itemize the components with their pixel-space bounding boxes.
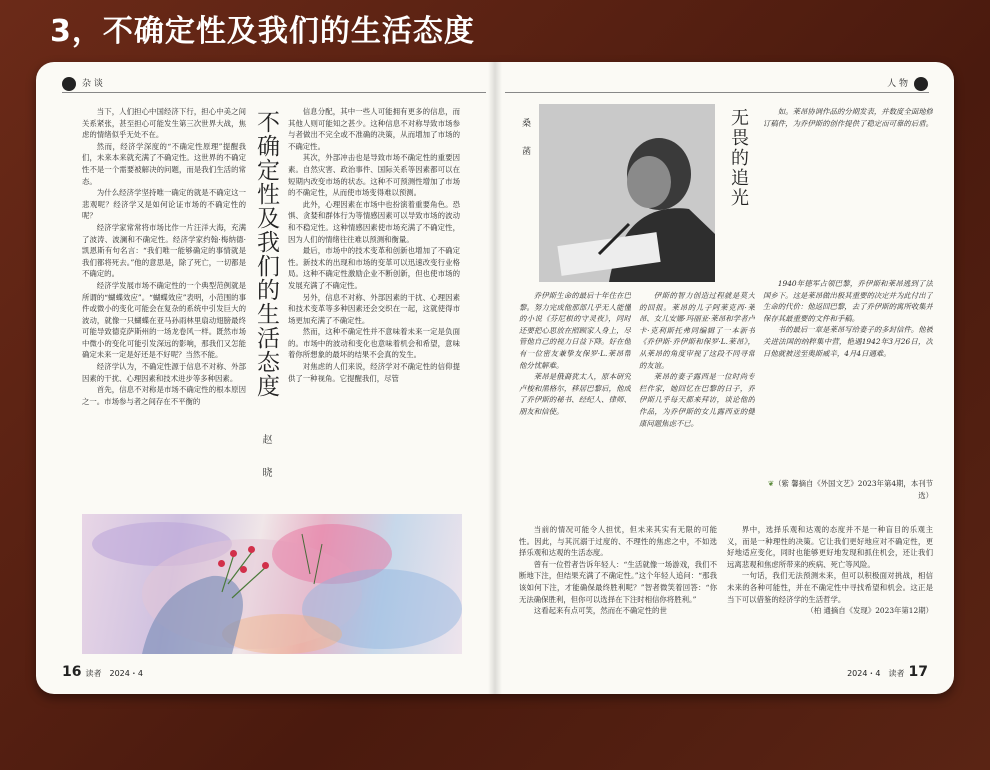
paragraph: 莱昂是俄裔犹太人，原本研究卢梭和黑格尔，移居巴黎后，他成了乔伊斯的秘书、经纪人、律师、朋友和信使。 <box>519 372 631 416</box>
magazine-name: 读者 <box>85 669 102 678</box>
right-text-column-c <box>763 278 933 474</box>
right-text-column-b <box>639 290 755 514</box>
left-header-rule <box>62 92 486 93</box>
paragraph: 经济学家常常将市场比作一片汪洋大海，充满了波涛、波澜和不确定性。经济学家约翰·梅纳德·凯恩斯有句名言：“我们唯一能够确定的事情就是我们都将死去。”他的意思是，除了死亡，一切都是不确定的。 <box>82 222 246 279</box>
paragraph: 经济学认为，不确定性源于信息不对称、外部因素的干扰、心理因素和技术进步等多种因素。 <box>82 362 246 383</box>
right-text-column-a <box>519 290 631 514</box>
paragraph: 曾有一位哲者告诉年轻人：“生活就像一场游戏，我们不断地下注，但结果充满了不确定性。”这个年轻人追问：“那我该如何下注，才能确保最终胜利呢？”智者微笑着回答：“你无法确保胜利，但你可以选择在下注时相信你将胜利。” <box>519 559 717 604</box>
paragraph: 另外，信息不对称、外部因素的干扰、心理因素和技术变革等多种因素还会交织在一起，这就使得市场更加充满了不确定性。 <box>288 292 460 325</box>
right-header-label: 人 物 <box>887 79 908 89</box>
flower <box>262 562 269 569</box>
paragraph: 为什么经济学坚持唯一确定的就是不确定这一悲观呢？经济学又是如何论证市场的不确定性的呢？ <box>82 188 246 221</box>
article-title: 不确定性及我们的生活态度 <box>253 110 279 398</box>
paragraph: 1940年德军占领巴黎，乔伊斯和莱昂逃到了法国乡下。这是莱昂做出极其重要的决定并为此付出了生命的代价：他返回巴黎，去了乔伊斯的寓所收集并保存其最重要的文件和手稿。 <box>763 279 933 323</box>
portrait-photo <box>539 104 715 282</box>
source-a-text: （紫 馨摘自《外国文艺》2023年第4期，本刊节选） <box>774 479 933 500</box>
issue-label: 2024・4 <box>109 669 143 678</box>
paragraph: 对焦虑的人们来说，经济学对不确定性的信仰提供了一种视角。它提醒我们，尽管 <box>288 362 460 383</box>
source-note-a <box>763 478 933 502</box>
paragraph: 最后，市场中的技术变革和创新也增加了不确定性。新技术的出现和市场的变革可以迅速改变行业格局。这种不确定性激励企业不断创新，但也使市场的发展充满了不确定性。 <box>288 246 460 290</box>
paragraph: 当下，人们担心中国经济下行，担心中美之间关系紧张，甚至担心可能发生第三次世界大战，焦虑的情绪似乎无处不在。 <box>82 107 246 140</box>
source-note-b: （柏 通摘自《发现》2023年第12期） <box>806 606 933 616</box>
page-number: 17 <box>908 664 928 680</box>
slide-heading: 3，不确定性及我们的生活态度 <box>50 14 475 49</box>
watercolor-illustration <box>82 514 462 654</box>
right-text-column-e <box>727 524 933 662</box>
leaf-end-icon: ❦ <box>767 479 775 488</box>
flower <box>248 546 255 553</box>
article-title: 无畏的追光 <box>728 108 749 208</box>
bird-logo-icon <box>914 77 928 91</box>
left-page-header <box>62 76 103 91</box>
magazine-logo-icon <box>62 77 76 91</box>
paragraph: 信息分配，其中一些人可能拥有更多的信息，而其他人则可能知之甚少。这种信息不对称导致市场参与者做出不完全或不准确的决策，从而增加了市场的不确定性。 <box>288 107 460 151</box>
paragraph: 伊斯的智力创造过程就是莫大的回报。莱昂的儿子阿莱克西·莱昂、女儿安娜·玛丽亚·莱昂和学者卢卡·克利斯托弗同编辑了一本新书《乔伊斯·乔伊斯和保罗·L.莱昂》，从莱昂的角度审视了这段不同寻常的友谊。 <box>639 291 755 370</box>
paragraph: 乔伊斯生命的最后十年住在巴黎。努力完成他那部几乎无人能懂的小说《芬尼根的守灵夜》，同时还要把心思放在照顾家人身上，尽管他自己的视力日益下降。好在他有一位密友兼挚友保罗·L.莱昂帮他分忧解难。 <box>519 291 631 370</box>
paragraph: 书的最后一章是莱昂写给妻子的多封信件。他被关进法国的纳粹集中营，艳遇1942年3月26日，次日他就被送至奥斯威辛，4月4日遇难。 <box>763 325 933 358</box>
right-header-rule <box>505 92 929 93</box>
paragraph: 当前的情况可能令人担忧，但未来其实有无限的可能性。因此，与其沉溺于过度的、不理性的焦虑之中，不如选择乐观和达观的生活态度。 <box>519 525 717 558</box>
page-number: 16 <box>62 664 82 680</box>
magazine-spread <box>36 62 954 694</box>
right-page <box>495 62 954 694</box>
flower <box>240 566 247 573</box>
left-text-column-2 <box>288 106 460 506</box>
flower <box>218 560 225 567</box>
flower <box>230 550 237 557</box>
paragraph: 然而，经济学深度的“不确定性原理”提醒我们，未来本来就充满了不确定性。这世界的不确定性不是一个需要被解决的问题，而是我们生活的常态。 <box>82 141 246 186</box>
magazine-name: 读者 <box>888 669 905 678</box>
left-page-folio <box>62 664 147 680</box>
paragraph: 首先，信息不对称是市场不确定性的根本原因之一。市场参与者之间存在不平衡的 <box>82 385 246 406</box>
paragraph: 经济学发展市场不确定性的一个典型范例就是所谓的“蝴蝶效应”。“蝴蝶效应”表明，小范围的事件或微小的变化可能会在复杂的系统中引发巨大的波动，就像一只蝴蝶在亚马孙雨林里扇动翅膀最终可能导致德克萨斯州的一场龙卷风一样。既然市场中微小的变化可能引发深远的影响，那我们又怎能确定未来一定是好还是不好呢？当然不能。 <box>82 280 246 360</box>
article-author: 赵 晓 <box>260 434 271 488</box>
paragraph: 此外，心理因素在市场中也扮演着重要角色。恐惧、贪婪和群体行为等情感因素可以导致市场的波动和不稳定性。这种情感因素使市场充满了不确定性，因为人们的情绪往往难以预测和衡量。 <box>288 199 460 244</box>
issue-label: 2024・4 <box>847 669 881 678</box>
paragraph: 这看起来有点可笑，然而在不确定性的世 <box>533 606 667 616</box>
article-author: 桑 菡 <box>520 118 530 163</box>
paragraph: 然而，这种不确定性并不意味着未来一定是负面的。市场中的波动和变化也意味着机会和希望，意味着你所想象的最坏的结果不会真的发生。 <box>288 327 460 360</box>
paragraph: 一句话，我们无法预测未来，但可以积极面对挑战，相信未来的各种可能性，并在不确定性中寻找希望和机会。这正是当下可以借鉴的经济学的生活哲学。 <box>727 571 933 604</box>
paragraph: 其次，外部冲击也是导致市场不确定性的重要因素。自然灾害、政治事件、国际关系等因素都可以在短期内改变市场的状态。这种不可预测性增加了市场的不确定性，从而使市场变得难以预测。 <box>288 153 460 198</box>
left-page <box>36 62 495 694</box>
paragraph: 界中，选择乐观和达观的态度并不是一种盲目的乐观主义，而是一种理性的决策。它让我们更好地应对不确定性，更好地适应变化，同时也能够更好地发现和抓住机会，还让我们远离悲观和焦虑所带来的疾病、死亡等风险。 <box>727 525 933 569</box>
right-page-header <box>887 76 928 91</box>
right-page-folio <box>843 664 928 680</box>
right-text-column-d <box>519 524 717 662</box>
left-header-label: 杂 谈 <box>82 79 103 89</box>
right-text-column-top <box>763 106 933 276</box>
left-text-column-1 <box>82 106 246 506</box>
paragraph: 如。莱昂协调作品的分期发表，并数度全面地修订稿件，为乔伊斯的创作提供了稳定而可靠的后盾。 <box>763 107 933 128</box>
paragraph: 莱昂的妻子露西是一位时尚专栏作家，她回忆在巴黎的日子，乔伊斯几乎每天都来拜访，谈论他的作品，为乔伊斯的女儿露西亚的健康问题焦虑不已。 <box>639 372 755 428</box>
